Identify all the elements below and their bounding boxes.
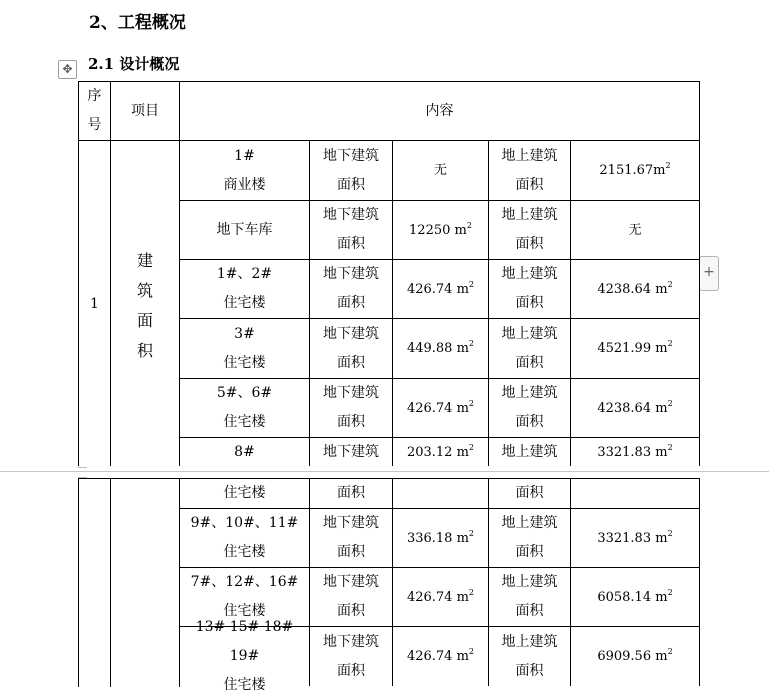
building-type: 住宅楼: [223, 485, 266, 501]
underground-label-cell: [309, 140, 393, 201]
underground-area-value-unit: 2: [468, 528, 475, 538]
underground-label: 面积: [337, 236, 365, 252]
page-corner-mark: [78, 477, 87, 478]
underground-label: 地下建筑: [323, 325, 379, 342]
underground-area-value-unit: 2: [468, 587, 475, 597]
subsection-heading: 2.1 设计概况: [88, 55, 180, 73]
aboveground-area-value: 4521.99 m: [597, 341, 668, 356]
building-name-cell: [179, 378, 310, 438]
header-content-cell: [179, 81, 700, 141]
underground-area-cell: [392, 437, 489, 467]
building-name: 3#: [234, 325, 255, 342]
aboveground-area-value-unit: 2: [665, 161, 671, 170]
aboveground-area-value-unit: 2: [667, 647, 673, 656]
item-cell: [110, 140, 180, 467]
underground-area-value: 12250 m: [409, 222, 467, 238]
aboveground-area-value: 4238.64 m: [597, 400, 668, 416]
aboveground-area-value-unit: 2: [667, 587, 673, 597]
underground-label: 地下建筑: [323, 515, 379, 531]
aboveground-label-cell: [488, 567, 571, 627]
header-seq-cell: [78, 81, 111, 141]
table-move-handle-icon[interactable]: ✥: [58, 60, 77, 79]
underground-area-cell: [392, 508, 489, 568]
aboveground-area-value-unit: 2: [667, 279, 673, 289]
building-name-cell: [179, 200, 310, 260]
building-name: 7#、12#、16#: [190, 574, 299, 590]
aboveground-label: 地上建筑: [501, 147, 558, 164]
aboveground-label: 面积: [515, 485, 544, 501]
aboveground-area-value-unit: 2: [667, 528, 673, 538]
aboveground-area-value: 无: [628, 222, 642, 238]
aboveground-label: 面积: [515, 176, 544, 193]
seq-number: 1: [90, 295, 99, 312]
building-name-cell: [179, 318, 310, 379]
aboveground-label-cell: [488, 437, 571, 467]
building-type: 住宅楼: [223, 414, 266, 430]
aboveground-area-cell: [570, 478, 700, 509]
section-heading: 2、工程概况: [89, 13, 186, 33]
aboveground-area-value: 3321.83 m: [597, 530, 668, 546]
aboveground-label: 面积: [515, 236, 544, 252]
building-name-cell: [179, 619, 310, 693]
aboveground-area-value-unit: 2: [667, 443, 673, 452]
aboveground-label: 面积: [515, 544, 544, 560]
aboveground-label-cell: [488, 378, 571, 438]
add-column-plus-icon[interactable]: +: [699, 256, 719, 291]
aboveground-area-cell: [570, 567, 700, 627]
underground-label: 面积: [337, 414, 365, 430]
page-corner-mark: [78, 467, 87, 468]
underground-label: 面积: [337, 176, 365, 193]
item-char: 筑: [136, 281, 153, 300]
aboveground-area-value-unit: 2: [667, 339, 673, 348]
underground-area-value-unit: 2: [468, 647, 475, 656]
aboveground-area-value: 6909.56 m: [597, 649, 668, 664]
underground-label: 面积: [337, 354, 365, 371]
underground-label: 面积: [337, 485, 365, 501]
aboveground-label: 地上建筑: [501, 266, 558, 282]
header-item-cell: [110, 81, 180, 141]
aboveground-area-value: 3321.83 m: [597, 445, 668, 460]
underground-area-value: 426.74 m: [406, 400, 469, 416]
aboveground-label: 地上建筑: [501, 325, 558, 342]
underground-label: 地下建筑: [323, 266, 379, 282]
building-name: 地下车库: [216, 221, 273, 238]
aboveground-area-value-unit: 2: [667, 398, 673, 408]
underground-label: 面积: [337, 662, 365, 679]
underground-area-value: 336.18 m: [406, 530, 469, 546]
building-type: 住宅楼: [223, 544, 266, 560]
aboveground-area-cell: [570, 378, 700, 438]
underground-area-value: 426.74 m: [406, 281, 469, 297]
building-name-cell: [179, 437, 310, 467]
building-name: 13# 15# 18# 19#: [195, 619, 294, 664]
seq-cell: [78, 140, 111, 467]
underground-area-value: 426.74 m: [406, 649, 469, 664]
aboveground-label: 地上建筑: [501, 633, 558, 650]
page-break-gap: [0, 466, 769, 478]
underground-area-value-unit: 2: [468, 398, 475, 408]
underground-area-cell: [392, 378, 489, 438]
header-item-label: 项目: [131, 102, 159, 119]
underground-area-value: 426.74 m: [406, 589, 469, 605]
building-name: 1#、2#: [216, 266, 273, 282]
underground-label-cell: [309, 378, 393, 438]
building-name: 8#: [234, 444, 255, 460]
underground-label-cell: [309, 626, 393, 686]
underground-area-cell: [392, 200, 489, 260]
building-name-cell: [179, 508, 310, 568]
aboveground-label-cell: [488, 626, 571, 686]
underground-label-cell: [309, 478, 393, 509]
aboveground-label: 面积: [515, 295, 544, 311]
aboveground-area-cell: [570, 140, 700, 201]
underground-label: 地下建筑: [323, 633, 379, 650]
aboveground-label-cell: [488, 478, 571, 509]
aboveground-label: 面积: [515, 414, 544, 430]
underground-area-cell: [392, 626, 489, 686]
aboveground-label-cell: [488, 318, 571, 379]
item-char: 积: [136, 341, 153, 360]
aboveground-area-cell: [570, 259, 700, 319]
underground-label: 地下建筑: [323, 574, 379, 590]
header-seq-label: 序: [87, 88, 102, 104]
underground-area-cell: [392, 140, 489, 201]
underground-area-value-unit: 2: [468, 339, 475, 348]
header-seq-label: 号: [87, 117, 102, 133]
aboveground-label: 地上建筑: [501, 574, 558, 590]
underground-area-value-unit: 2: [468, 279, 475, 289]
underground-label-cell: [309, 318, 393, 379]
underground-area-value-unit: 2: [468, 443, 475, 452]
page-break-line: [0, 471, 769, 472]
aboveground-area-cell: [570, 437, 700, 467]
underground-label: 地下建筑: [323, 207, 379, 223]
building-name-cell: [179, 140, 310, 201]
header-content-label: 内容: [425, 102, 454, 119]
aboveground-area-cell: [570, 200, 700, 260]
underground-area-value: 203.12 m: [406, 445, 469, 460]
underground-area-value-unit: 2: [466, 220, 472, 230]
underground-label: 地下建筑: [323, 147, 379, 164]
aboveground-label: 面积: [515, 662, 544, 679]
underground-area-cell: [392, 478, 489, 509]
underground-area-cell: [392, 318, 489, 379]
underground-label-cell: [309, 567, 393, 627]
underground-area-value: 无: [433, 163, 447, 178]
underground-label: 面积: [337, 295, 365, 311]
seq-cell-continued: [78, 478, 111, 687]
aboveground-label-cell: [488, 200, 571, 260]
item-char: 面: [136, 311, 153, 330]
underground-label: 地下建筑: [323, 444, 379, 460]
underground-area-value: 449.88 m: [406, 341, 469, 356]
building-name-cell: [179, 259, 310, 319]
aboveground-label: 面积: [515, 603, 544, 619]
aboveground-area-value: 4238.64 m: [597, 281, 668, 297]
underground-label-cell: [309, 259, 393, 319]
underground-label-cell: [309, 437, 393, 467]
underground-label: 面积: [337, 544, 365, 560]
underground-area-cell: [392, 567, 489, 627]
underground-label-cell: [309, 508, 393, 568]
aboveground-area-value: 2151.67m: [599, 163, 666, 178]
underground-area-cell: [392, 259, 489, 319]
building-type: 商业楼: [223, 176, 266, 193]
building-name: 9#、10#、11#: [190, 515, 299, 531]
aboveground-label: 地上建筑: [501, 207, 558, 223]
aboveground-label: 地上建筑: [501, 444, 558, 460]
building-name: 1#: [234, 147, 255, 164]
item-cell-continued: [110, 478, 180, 687]
aboveground-label-cell: [488, 508, 571, 568]
aboveground-area-cell: [570, 508, 700, 568]
building-name-cell: [179, 478, 310, 509]
building-type: 住宅楼: [223, 677, 266, 693]
aboveground-label-cell: [488, 140, 571, 201]
aboveground-label: 地上建筑: [501, 515, 558, 531]
building-type: 住宅楼: [223, 603, 266, 619]
aboveground-area-cell: [570, 318, 700, 379]
underground-label: 地下建筑: [323, 385, 379, 401]
aboveground-label: 面积: [515, 354, 544, 371]
building-type: 住宅楼: [223, 354, 266, 371]
aboveground-label: 地上建筑: [501, 385, 558, 401]
building-name: 5#、6#: [216, 385, 273, 401]
underground-label: 面积: [337, 603, 365, 619]
underground-label-cell: [309, 200, 393, 260]
aboveground-area-value: 6058.14 m: [597, 589, 668, 605]
item-char: 建: [136, 251, 153, 270]
building-type: 住宅楼: [223, 295, 266, 311]
aboveground-label-cell: [488, 259, 571, 319]
aboveground-area-cell: [570, 626, 700, 686]
